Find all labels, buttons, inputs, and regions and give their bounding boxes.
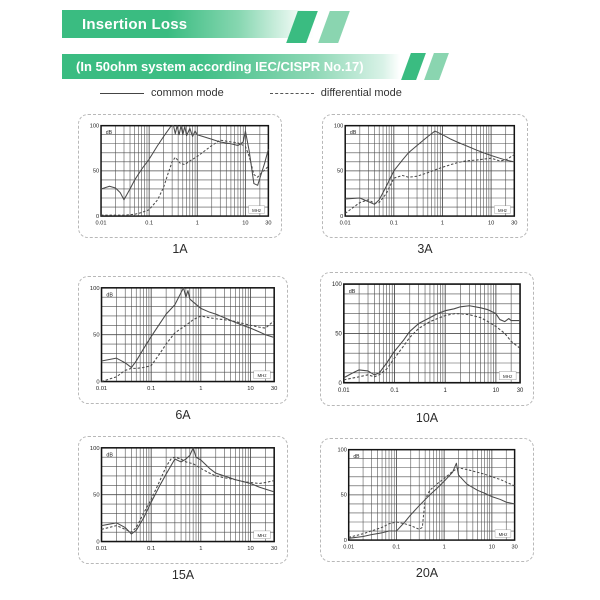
svg-text:10: 10	[488, 544, 495, 551]
svg-text:30: 30	[270, 546, 278, 553]
svg-text:0.01: 0.01	[343, 544, 355, 551]
banner-accent-parallelogram-icon	[424, 53, 449, 80]
svg-text:dB: dB	[353, 454, 360, 461]
chart-caption-1a: 1A	[172, 242, 188, 256]
svg-text:MHz: MHz	[498, 531, 508, 537]
banner-accent-parallelogram-icon	[318, 11, 350, 43]
svg-text:30: 30	[265, 220, 272, 227]
svg-text:10: 10	[487, 220, 495, 227]
svg-text:0.1: 0.1	[392, 544, 401, 551]
svg-text:dB: dB	[106, 292, 113, 299]
svg-text:100: 100	[331, 282, 342, 289]
svg-text:10: 10	[247, 386, 254, 393]
chart-caption-10a: 10A	[415, 411, 439, 425]
svg-text:0.01: 0.01	[95, 546, 108, 553]
chart-card-10a	[320, 272, 534, 406]
insertion-loss-chart-15a	[86, 443, 280, 557]
svg-text:1: 1	[443, 387, 447, 394]
chart-card-3a	[322, 114, 528, 238]
svg-text:0: 0	[96, 539, 100, 546]
svg-text:1: 1	[440, 220, 445, 227]
svg-text:dB: dB	[349, 130, 357, 137]
svg-text:50: 50	[93, 332, 100, 339]
svg-text:50: 50	[335, 331, 342, 338]
svg-text:0: 0	[343, 537, 347, 544]
chart-caption-6a: 6A	[175, 408, 191, 422]
svg-text:1: 1	[199, 546, 203, 553]
chart-card-15a	[78, 436, 288, 564]
svg-text:MHz: MHz	[252, 207, 262, 213]
svg-text:100: 100	[337, 447, 347, 454]
svg-text:dB: dB	[106, 452, 113, 459]
solid-line-key-icon	[100, 93, 144, 94]
svg-text:MHz: MHz	[497, 207, 507, 213]
legend-common-mode-label: common mode	[151, 87, 224, 99]
svg-text:100: 100	[89, 123, 100, 130]
svg-text:30: 30	[516, 387, 524, 394]
page-subtitle: (In 50ohm system according IEC/CISPR No.17)	[76, 59, 364, 74]
svg-text:0.01: 0.01	[339, 220, 351, 227]
banner-accent-parallelogram-icon	[401, 53, 426, 80]
svg-text:dB: dB	[105, 130, 113, 137]
svg-text:100: 100	[89, 285, 100, 292]
svg-text:MHz: MHz	[257, 533, 267, 539]
insertion-loss-chart-10a	[328, 279, 526, 399]
svg-text:0.1: 0.1	[147, 386, 156, 393]
svg-text:50: 50	[93, 492, 100, 499]
svg-text:0: 0	[96, 379, 100, 386]
chart-caption-20a: 20A	[415, 566, 439, 580]
chart-card-20a	[320, 438, 534, 562]
legend-differential-mode-label: differential mode	[320, 87, 402, 99]
svg-text:MHz: MHz	[257, 373, 267, 379]
svg-text:0.01: 0.01	[95, 386, 108, 393]
insertion-loss-chart-1a	[86, 121, 274, 231]
insertion-loss-chart-20a	[328, 445, 526, 555]
svg-text:0.1: 0.1	[390, 387, 399, 394]
svg-text:0: 0	[338, 380, 342, 387]
svg-text:100: 100	[89, 445, 100, 452]
section-subtitle-banner	[62, 54, 400, 79]
insertion-loss-chart-3a	[330, 121, 520, 231]
dashed-line-key-icon	[270, 93, 314, 94]
svg-text:50: 50	[340, 492, 347, 499]
svg-text:0.1: 0.1	[389, 220, 398, 227]
insertion-loss-chart-6a	[86, 283, 280, 397]
chart-legend	[100, 86, 448, 100]
svg-text:50: 50	[336, 168, 344, 175]
svg-text:50: 50	[92, 168, 100, 175]
svg-text:30: 30	[511, 220, 518, 227]
svg-text:0.1: 0.1	[147, 546, 156, 553]
svg-text:0.1: 0.1	[145, 220, 154, 227]
svg-text:1: 1	[442, 544, 446, 551]
chart-caption-15a: 15A	[171, 568, 195, 582]
section-title-banner	[62, 10, 314, 38]
svg-text:10: 10	[242, 220, 249, 227]
svg-text:10: 10	[492, 387, 500, 394]
svg-text:0.01: 0.01	[95, 220, 107, 227]
svg-text:100: 100	[333, 123, 344, 130]
chart-card-1a	[78, 114, 282, 238]
svg-text:30: 30	[511, 544, 518, 551]
svg-text:0.01: 0.01	[338, 387, 350, 394]
page-title: Insertion Loss	[82, 15, 188, 33]
svg-text:30: 30	[270, 386, 278, 393]
svg-text:1: 1	[199, 386, 203, 393]
svg-text:0: 0	[96, 213, 100, 220]
svg-text:10: 10	[247, 546, 254, 553]
chart-card-6a	[78, 276, 288, 404]
chart-caption-3a: 3A	[417, 242, 433, 256]
svg-text:dB: dB	[348, 289, 356, 296]
svg-text:MHz: MHz	[503, 373, 513, 380]
svg-text:0: 0	[340, 213, 344, 220]
svg-text:1: 1	[195, 220, 199, 227]
